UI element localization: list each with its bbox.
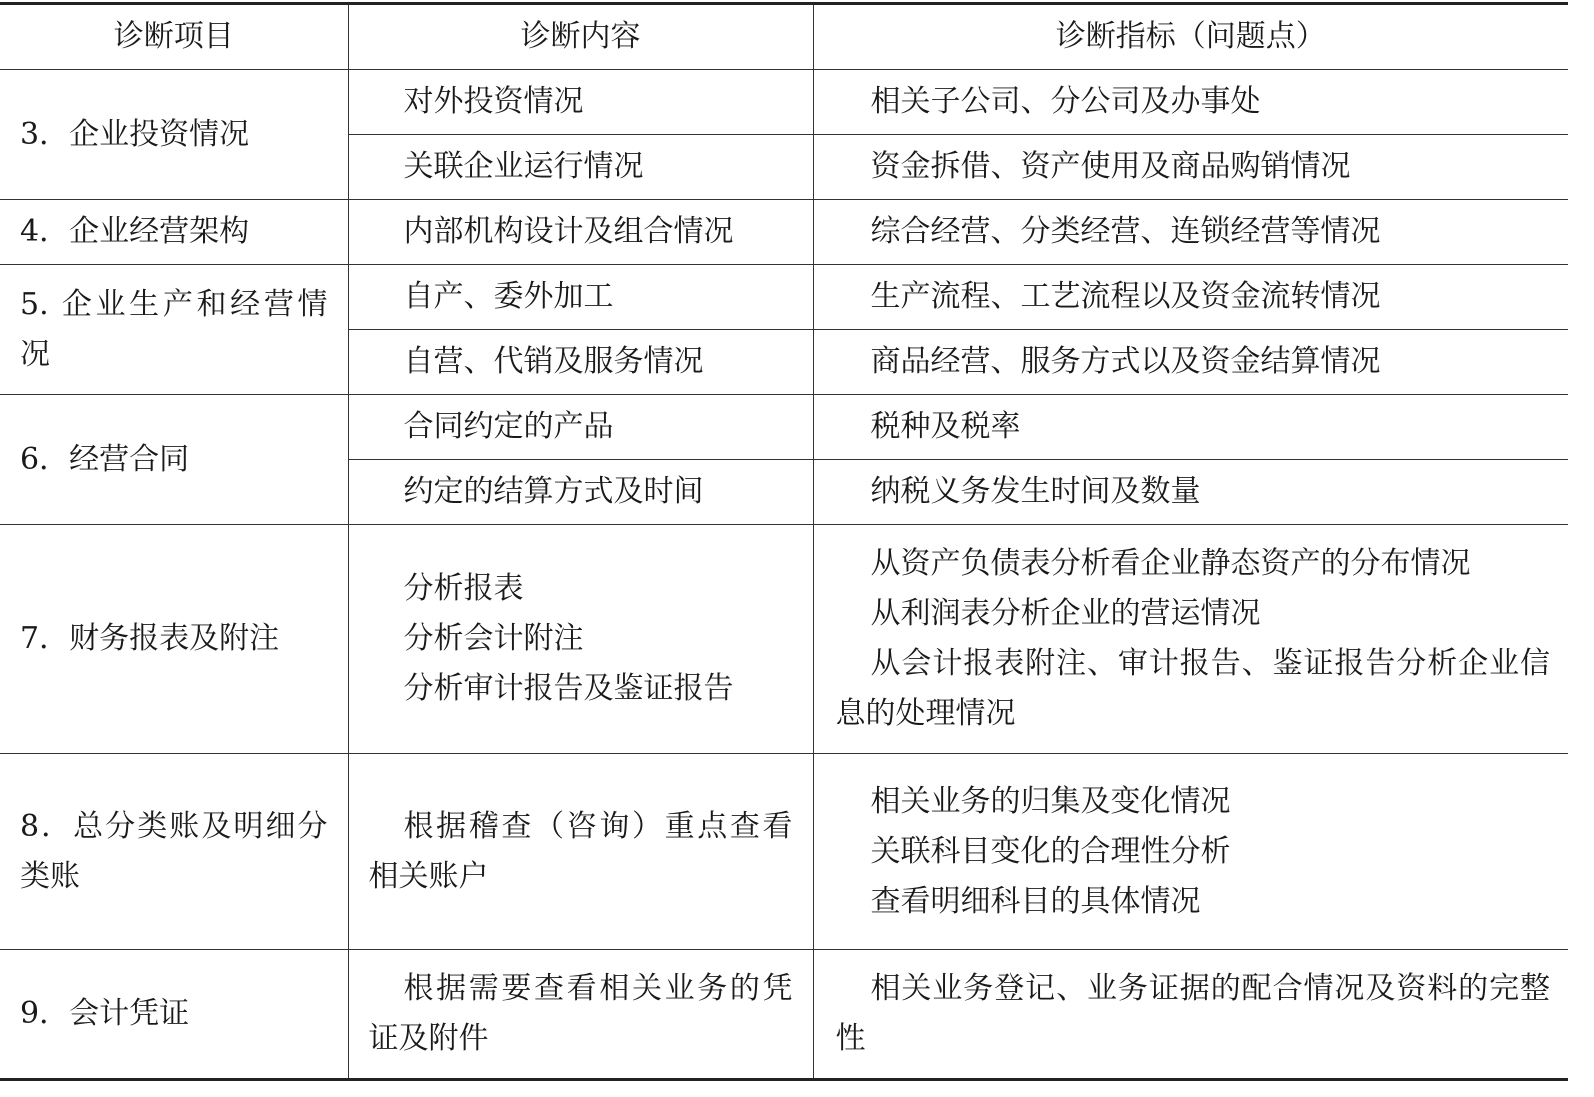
indicator-line: 从资产负债表分析看企业静态资产的分布情况 (870, 546, 1471, 581)
indicator-cell (813, 395, 1568, 460)
indicator-text: 商品经营、服务方式以及资金结算情况 (870, 344, 1381, 379)
table-row (0, 950, 1568, 1080)
diagnosis-table (0, 2, 1568, 1081)
content-text: 约定的结算方式及时间 (403, 474, 704, 509)
content-cell (348, 70, 813, 135)
content-cell (348, 525, 813, 754)
content-cell (348, 395, 813, 460)
indicator-cell (813, 135, 1568, 200)
indicator-cell (813, 525, 1568, 754)
indicator-line: 从利润表分析企业的营运情况 (870, 596, 1261, 631)
content-cell (348, 754, 813, 950)
content-cell (348, 200, 813, 265)
indicator-text: 相关业务登记、业务证据的配合情况及资料的完整性 (835, 971, 1550, 1056)
content-text: 自营、代销及服务情况 (403, 344, 704, 379)
item-cell: 8．总分类账及明细分类账 (0, 754, 348, 950)
item-cell: 5. 企业生产和经营情况 (0, 265, 348, 395)
indicator-cell (813, 70, 1568, 135)
indicator-line: 相关业务的归集及变化情况 (870, 783, 1231, 819)
indicator-line: 查看明细科目的具体情况 (870, 883, 1201, 919)
indicator-cell (813, 330, 1568, 395)
header-row (0, 4, 1568, 70)
content-cell (348, 135, 813, 200)
content-cell (348, 265, 813, 330)
item-cell: 6．经营合同 (0, 395, 348, 525)
content-cell (348, 460, 813, 525)
indicator-text: 资金拆借、资产使用及商品购销情况 (870, 149, 1351, 184)
indicator-text: 生产流程、工艺流程以及资金流转情况 (870, 279, 1381, 314)
content-text: 内部机构设计及组合情况 (403, 214, 734, 249)
table-row (0, 200, 1568, 265)
table-row (0, 395, 1568, 460)
indicator-line: 关联科目变化的合理性分析 (870, 833, 1231, 869)
indicator-text: 综合经营、分类经营、连锁经营等情况 (870, 214, 1381, 249)
indicator-cell (813, 265, 1568, 330)
content-line: 分析会计附注 (403, 621, 584, 656)
content-cell (348, 950, 813, 1080)
item-cell: 7．财务报表及附注 (0, 525, 348, 754)
indicator-cell (813, 200, 1568, 265)
content-line: 分析报表 (403, 571, 524, 606)
content-text: 合同约定的产品 (403, 409, 614, 444)
indicator-text: 税种及税率 (870, 409, 1021, 444)
table-row (0, 525, 1568, 754)
content-text: 根据需要查看相关业务的凭证及附件 (368, 971, 793, 1056)
content-text: 关联企业运行情况 (403, 149, 644, 184)
table-row (0, 70, 1568, 135)
item-cell: 9．会计凭证 (0, 950, 348, 1080)
content-text: 自产、委外加工 (403, 279, 614, 314)
indicator-line: 从会计报表附注、审计报告、鉴证报告分析企业信息的处理情况 (835, 646, 1550, 731)
indicator-text: 纳税义务发生时间及数量 (870, 474, 1201, 509)
content-cell (348, 330, 813, 395)
indicator-cell (813, 754, 1568, 950)
indicator-text: 相关子公司、分公司及办事处 (870, 84, 1261, 119)
header-indicator: 诊断指标（问题点） (813, 4, 1568, 70)
indicator-cell (813, 950, 1568, 1080)
content-text: 根据稽查（咨询）重点查看相关账户 (368, 808, 793, 894)
table-row (0, 265, 1568, 330)
item-cell: 3．企业投资情况 (0, 70, 348, 200)
header-content: 诊断内容 (348, 4, 813, 70)
header-item: 诊断项目 (0, 4, 348, 70)
table-row (0, 754, 1568, 950)
content-text: 对外投资情况 (403, 84, 584, 119)
item-cell: 4．企业经营架构 (0, 200, 348, 265)
content-line: 分析审计报告及鉴证报告 (403, 671, 734, 706)
indicator-cell (813, 460, 1568, 525)
